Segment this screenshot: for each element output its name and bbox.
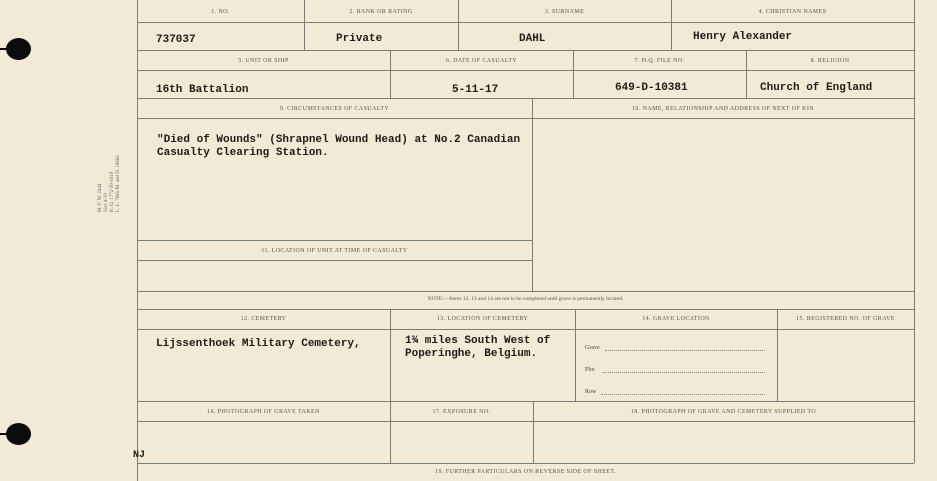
rule xyxy=(777,309,778,401)
label-hq-file: 7. H.Q. FILE NO. xyxy=(634,58,685,64)
rule xyxy=(671,0,672,50)
rule xyxy=(137,240,532,241)
label-cemetery: 12. CEMETERY xyxy=(240,316,287,322)
row-field-line xyxy=(601,394,765,395)
grave-field-line xyxy=(605,350,765,351)
grave-field-label: Grave xyxy=(585,345,600,351)
rule xyxy=(390,309,391,401)
label-no: 1. NO. xyxy=(211,9,230,15)
rule xyxy=(137,98,914,99)
value-cemetery: Lijssenthoek Military Cemetery, xyxy=(156,338,361,350)
label-circumstances: 9. CIRCUMSTANCES OF CASUALTY xyxy=(279,106,390,112)
label-grave-location: 14. GRAVE LOCATION xyxy=(642,316,710,322)
label-exposure: 17. EXPOSURE NO. xyxy=(432,409,491,415)
label-location-unit: 11. LOCATION OF UNIT AT TIME OF CASUALTY xyxy=(261,248,408,254)
value-location-cemetery: 1¾ miles South West of Poperinghe, Belgium. xyxy=(405,335,551,360)
plot-field-label: Plot xyxy=(585,367,595,373)
rule xyxy=(137,291,914,292)
rule xyxy=(137,50,914,51)
value-unit: 16th Battalion xyxy=(156,84,249,96)
value-rank: Private xyxy=(336,33,383,45)
label-religion: 8. RELIGION xyxy=(810,58,850,64)
value-date-casualty: 5-11-17 xyxy=(452,84,499,96)
note-text: NOTE:—Items 12, 13 and 14 are not to be completed until grave is permanently located. xyxy=(427,296,624,302)
value-surname: DAHL xyxy=(519,33,546,45)
rule xyxy=(137,260,532,261)
label-photo-supplied: 18. PHOTOGRAPH OF GRAVE AND CEMETERY SUPPLIED TO xyxy=(630,409,817,415)
rule xyxy=(137,401,914,402)
label-location-cemetery: 13. LOCATION OF CEMETERY xyxy=(436,316,529,322)
punch-hole-bottom xyxy=(6,423,31,445)
label-date-casualty: 6. DATE OF CASUALTY xyxy=(445,58,518,64)
rule xyxy=(532,98,533,291)
further-particulars: 19. FURTHER PARTICULARS ON REVERSE SIDE OF SHEET. xyxy=(435,469,616,475)
side-print-code: M. F. W. 2444 Size 4-19 H. Q. 1772-39-1618 L. L. 7845-M. and D. 16662 xyxy=(98,155,121,212)
rule xyxy=(137,421,914,422)
rule xyxy=(137,463,914,464)
rule xyxy=(137,70,914,71)
value-religion: Church of England xyxy=(760,82,873,94)
rule xyxy=(137,118,914,119)
rule xyxy=(914,0,915,463)
rule xyxy=(575,309,576,401)
value-no: 737037 xyxy=(156,34,196,46)
rule xyxy=(137,329,914,330)
plot-field-line xyxy=(603,372,765,373)
clerk-initials: NJ xyxy=(133,450,146,461)
label-photo-taken: 16. PHOTOGRAPH OF GRAVE TAKEN xyxy=(207,409,320,415)
value-christian-names: Henry Alexander xyxy=(693,31,793,43)
label-unit: 5. UNIT OR SHIP xyxy=(238,58,289,64)
rule xyxy=(137,22,914,23)
label-christian-names: 4. CHRISTIAN NAMES xyxy=(758,9,827,15)
label-surname: 3. SURNAME xyxy=(544,9,585,15)
label-next-of-kin: 10. NAME, RELATIONSHIP AND ADDRESS OF NEXT OF KIN xyxy=(632,106,814,112)
rule xyxy=(137,309,914,310)
label-registered-no: 15. REGISTERED NO. OF GRAVE xyxy=(796,316,895,322)
punch-hole-top xyxy=(6,38,31,60)
value-hq-file: 649-D-10381 xyxy=(615,82,688,94)
row-field-label: Row xyxy=(585,389,597,395)
rule xyxy=(304,0,305,50)
rule xyxy=(458,0,459,50)
label-rank: 2. RANK OR RATING xyxy=(349,9,413,15)
value-circumstances: "Died of Wounds" (Shrapnel Wound Head) at No.2 Canadian Casualty Clearing Station. xyxy=(157,134,521,159)
